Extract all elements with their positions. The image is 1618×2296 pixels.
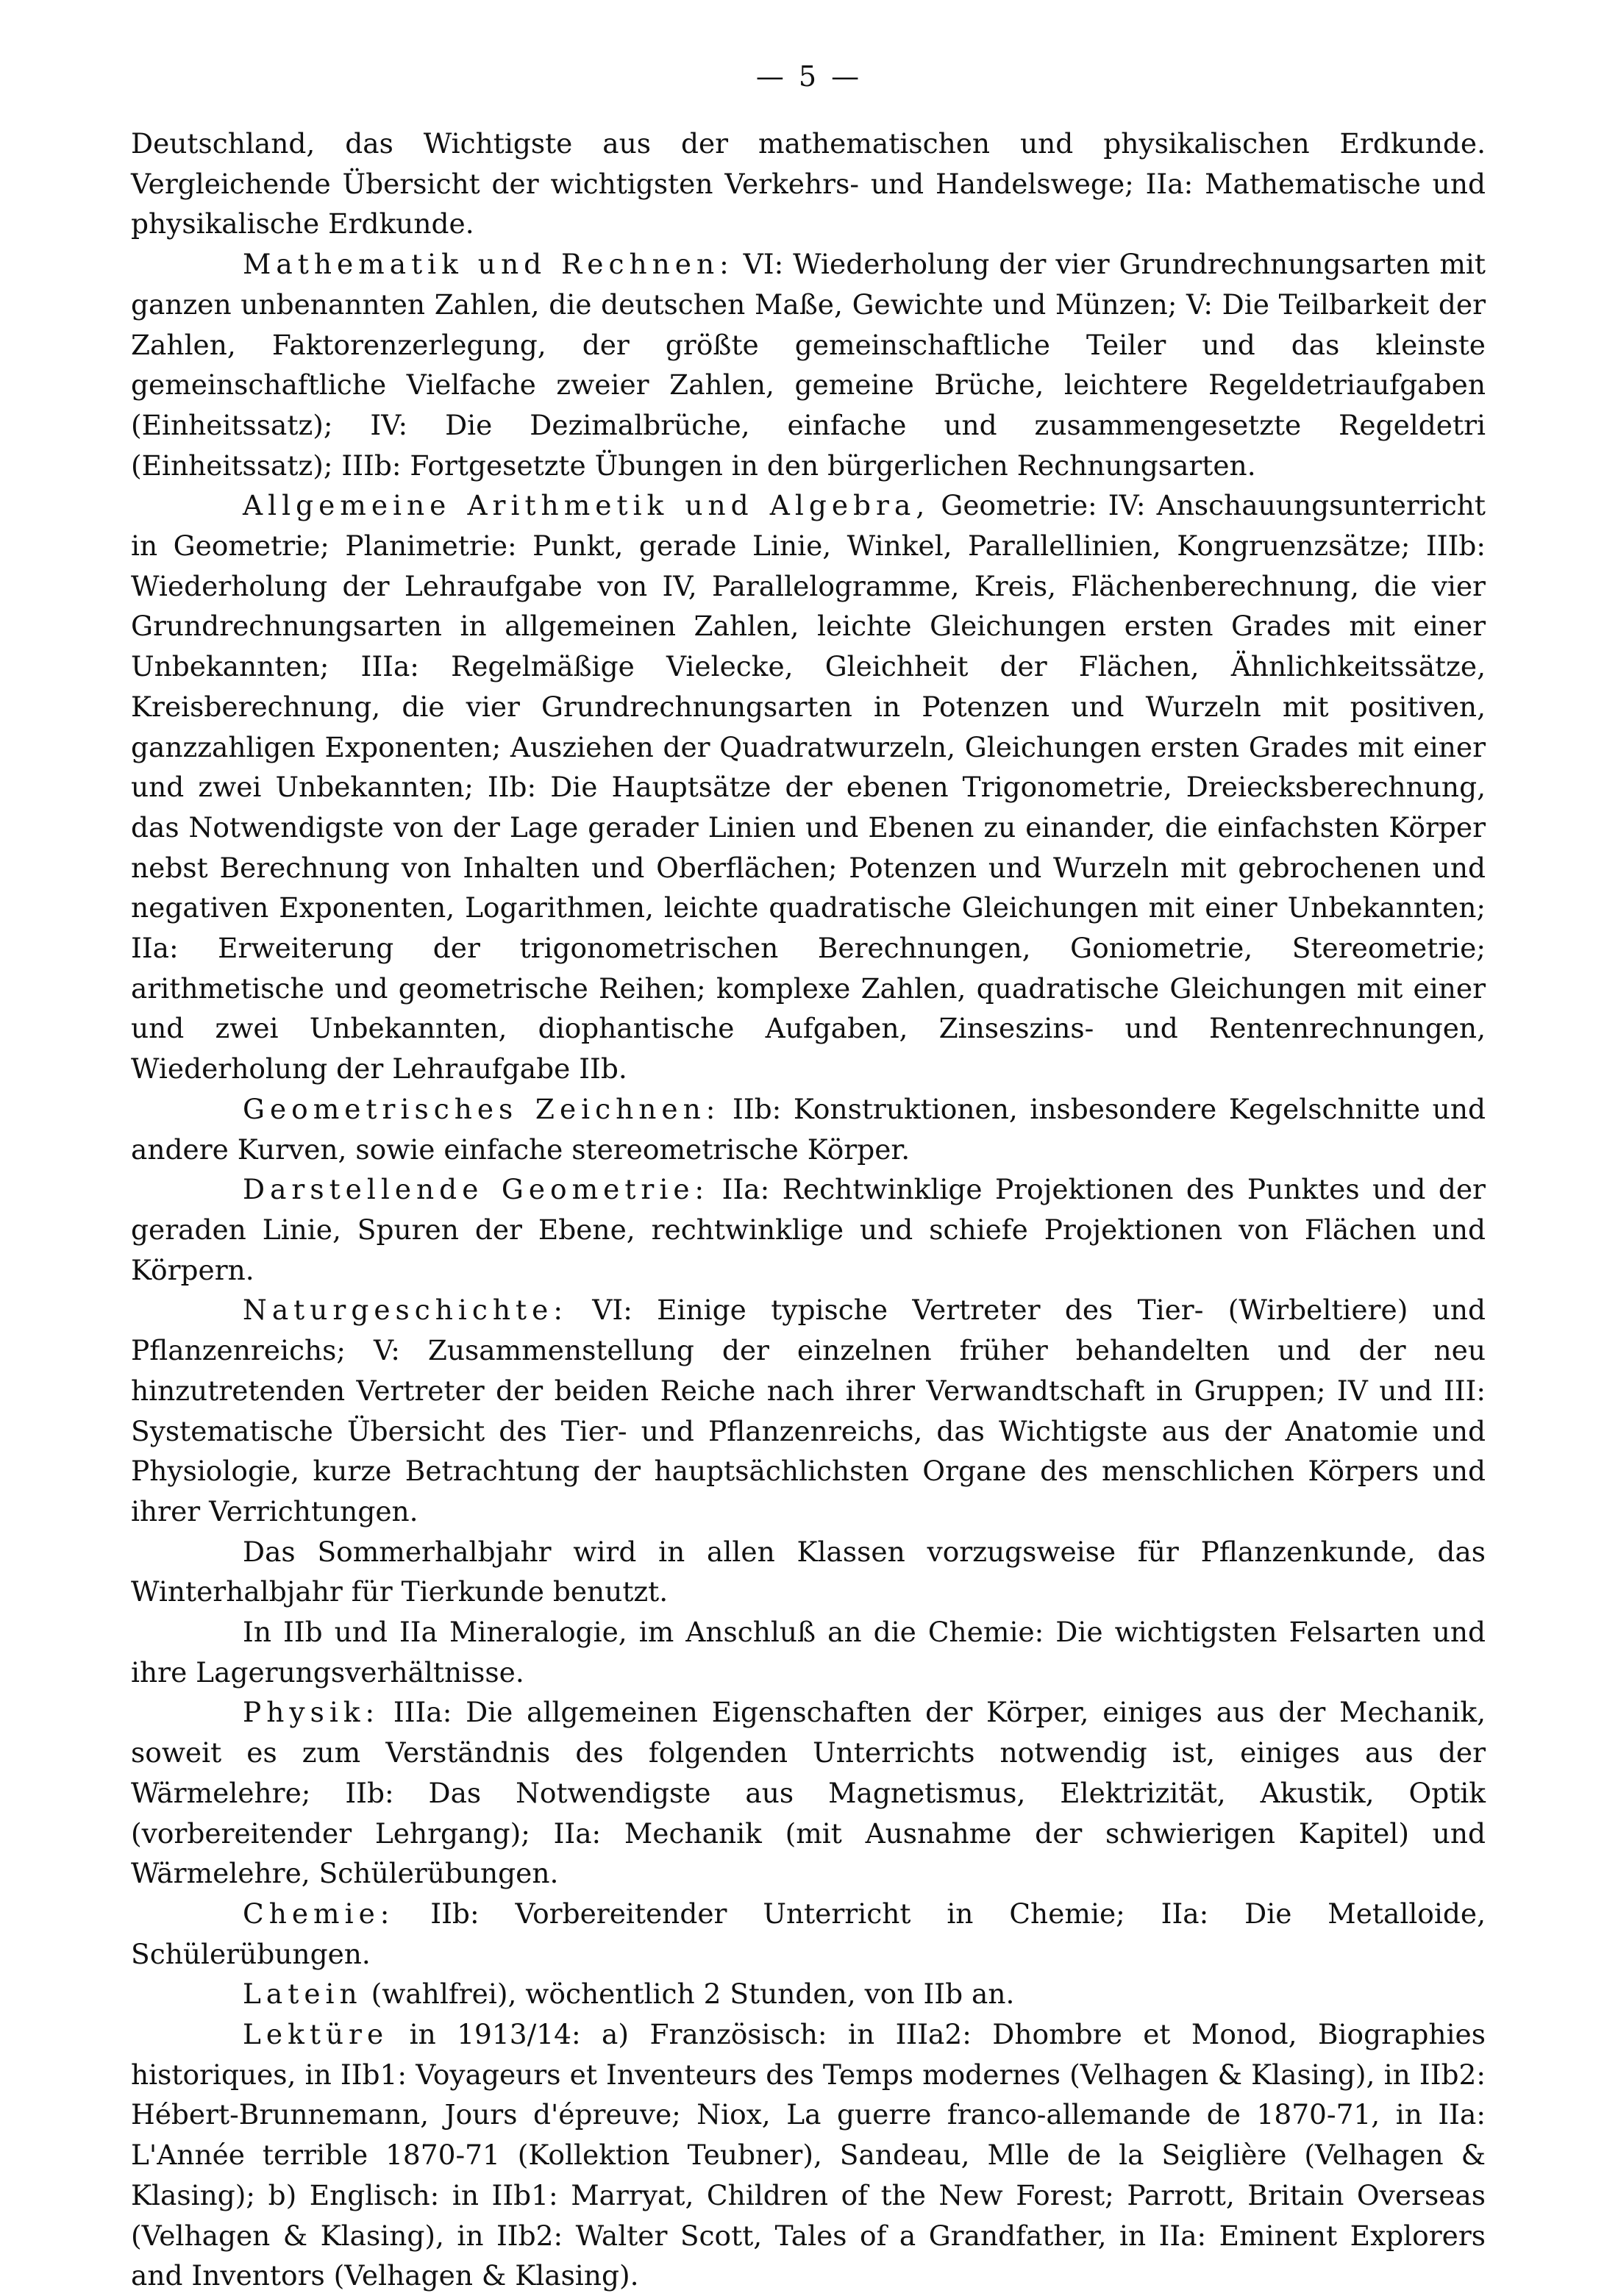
paragraph-heading: Naturgeschichte: [243,1294,568,1327]
paragraph [131,244,1486,485]
paragraph-heading: Darstellende Geometrie: [243,1173,710,1206]
paragraph-heading: Lektüre [243,2018,389,2051]
paragraph-heading: Chemie: [243,1897,395,1930]
paragraph-body: Geometrie: IV: Anschauungsunterricht in Geometrie; Planimetrie: Punkt, gerade Linie, Winkel, Parallellinien, Kongruenzsätze; IIIb: Wiederholung der Lehraufgabe von IV, Parallelogramme, Kreis, Flächenberechnung, die vier Grundrechnungsarten in allgemeinen Zahlen, leichte Gleichungen ersten Grades mit einer Unbekannten; IIIa: Regelmäßige Vielecke, Gleichheit der Flächen, Ähnlichkeitssätze, Kreisberechnung, die vier Grundrechnungsarten in Potenzen und Wurzeln mit positiven, ganzzahligen Exponenten; Ausziehen der Quadratwurzeln, Gleichungen ersten Grades mit einer und zwei Unbekannten; IIb: Die Hauptsätze der ebenen Trigonometrie, Dreiecksberechnung, das Notwendigste von der Lage gerader Linien und Ebenen zu einander, die einfachsten Körper nebst Berechnung von Inhalten und Oberflächen; Potenzen und Wurzeln mit gebrochenen und negativen Exponenten, Logarithmen, leichte quadratische Gleichungen mit einer Unbekannten; IIa: Erweiterung der trigonometrischen Berechnungen, Goniometrie, Stereometrie; arithmetische und geometrische Reihen; komplexe Zahlen, quadratische Gleichungen mit einer und zwei Unbekannten, diophantische Aufgaben, Zinseszins- und Rentenrechnungen, Wiederholung der Lehraufgabe IIb. [131,489,1486,1085]
paragraph [131,124,1486,244]
paragraph-heading: Latein [243,1978,363,2011]
paragraph-body: IIb: Konstruktionen, insbesondere Kegelschnitte und andere Kurven, sowie einfache stereometrische Körper. [131,1092,1486,1166]
paragraph [131,2014,1486,2296]
page-number: — 5 — [755,60,863,93]
paragraph [131,1169,1486,1290]
paragraph [131,1974,1486,2014]
paragraph-heading: Geometrisches Zeichnen: [243,1092,721,1125]
body-text [131,124,1486,2296]
paragraph-heading: Physik: [243,1696,380,1729]
paragraph-body: IIb: Vorbereitender Unterricht in Chemie; IIa: Die Metalloide, Schülerübungen. [131,1897,1486,1970]
paragraph-body: IIa: Rechtwinklige Projektionen des Punktes und der geraden Linie, Spuren der Ebene, rechtwinklige und schiefe Projektionen von Flächen und Körpern. [131,1173,1486,1286]
paragraph [131,1532,1486,1612]
paragraph-body: VI: Wiederholung der vier Grundrechnungsarten mit ganzen unbenannten Zahlen, die deutschen Maße, Gewichte und Münzen; V: Die Teilbarkeit der Zahlen, Faktorenzerlegung, der größte gemeinschaftliche Teiler und das kleinste gemeinschaftliche Vielfache zweier Zahlen, gemeine Brüche, leichtere Regeldetriaufgaben (Einheitssatz); IV: Die Dezimalbrüche, einfache und zusammengesetzte Regeldetri (Einheitssatz); IIIb: Fortgesetzte Übungen in den bürgerlichen Rechnungsarten. [131,248,1486,482]
paragraph [131,1290,1486,1531]
paragraph-heading: Allgemeine Arithmetik und Algebra, [243,489,930,522]
paragraph [131,1089,1486,1169]
paragraph-body: Das Sommerhalbjahr wird in allen Klassen vorzugsweise für Pflanzenkunde, das Winterhalbjahr für Tierkunde benutzt. [131,1535,1486,1608]
paragraph [131,1692,1486,1894]
paragraph-body: (wahlfrei), wöchentlich 2 Stunden, von IIb an. [362,1978,1015,2011]
paragraph [131,1612,1486,1692]
paragraph [131,1894,1486,1974]
paragraph-body: in 1913/14: a) Französisch: in IIIa2: Dhombre et Monod, Biographies historiques, in IIb1: Voyageurs et Inventeurs des Temps modernes (Velhagen & Klasing), in IIb2: Hébert-Brunnemann, Jours d'épreuve; Niox, La guerre franco-allemande de 1870-71, in IIa: L'Année terrible 1870-71 (Kollektion Teubner), Sandeau, Mlle de la Seiglière (Velhagen & Klasing); b) Englisch: in IIb1: Marryat, Children of the New Forest; Parrott, Britain Overseas (Velhagen & Klasing), in IIb2: Walter Scott, Tales of a Grandfather, in IIa: Eminent Explorers and Inventors (Velhagen & Klasing). [131,2018,1486,2292]
paragraph-body: VI: Einige typische Vertreter des Tier- (Wirbeltiere) und Pflanzenreichs; V: Zusammenstellung der einzelnen früher behandelten und der neu hinzutretenden Vertreter der beiden Reiche nach ihrer Verwandtschaft in Gruppen; IV und III: Systematische Übersicht des Tier- und Pflanzenreichs, das Wichtigste aus der Anatomie und Physiologie, kurze Betrachtung der hauptsächlichsten Organe des menschlichen Körpers und ihrer Verrichtungen. [131,1294,1486,1527]
paragraph-body: IIIa: Die allgemeinen Eigenschaften der Körper, einiges aus der Mechanik, soweit es zum Verständnis des folgenden Unterrichts notwendig ist, einiges aus der Wärmelehre; IIb: Das Notwendigste aus Magnetismus, Elektrizität, Akustik, Optik (vorbereitender Lehrgang); IIa: Mechanik (mit Ausnahme der schwierigen Kapitel) und Wärmelehre, Schülerübungen. [131,1696,1486,1890]
paragraph-heading: Mathematik und Rechnen: [243,248,734,281]
paragraph [131,485,1486,1089]
paragraph-body: Deutschland, das Wichtigste aus der mathematischen und physikalischen Erdkunde. Vergleichende Übersicht der wichtigsten Verkehrs- und Handelswege; IIa: Mathematische und physikalische Erdkunde. [131,127,1486,240]
paragraph-body: In IIb und IIa Mineralogie, im Anschluß an die Chemie: Die wichtigsten Felsarten und ihre Lagerungsverhältnisse. [131,1616,1486,1689]
